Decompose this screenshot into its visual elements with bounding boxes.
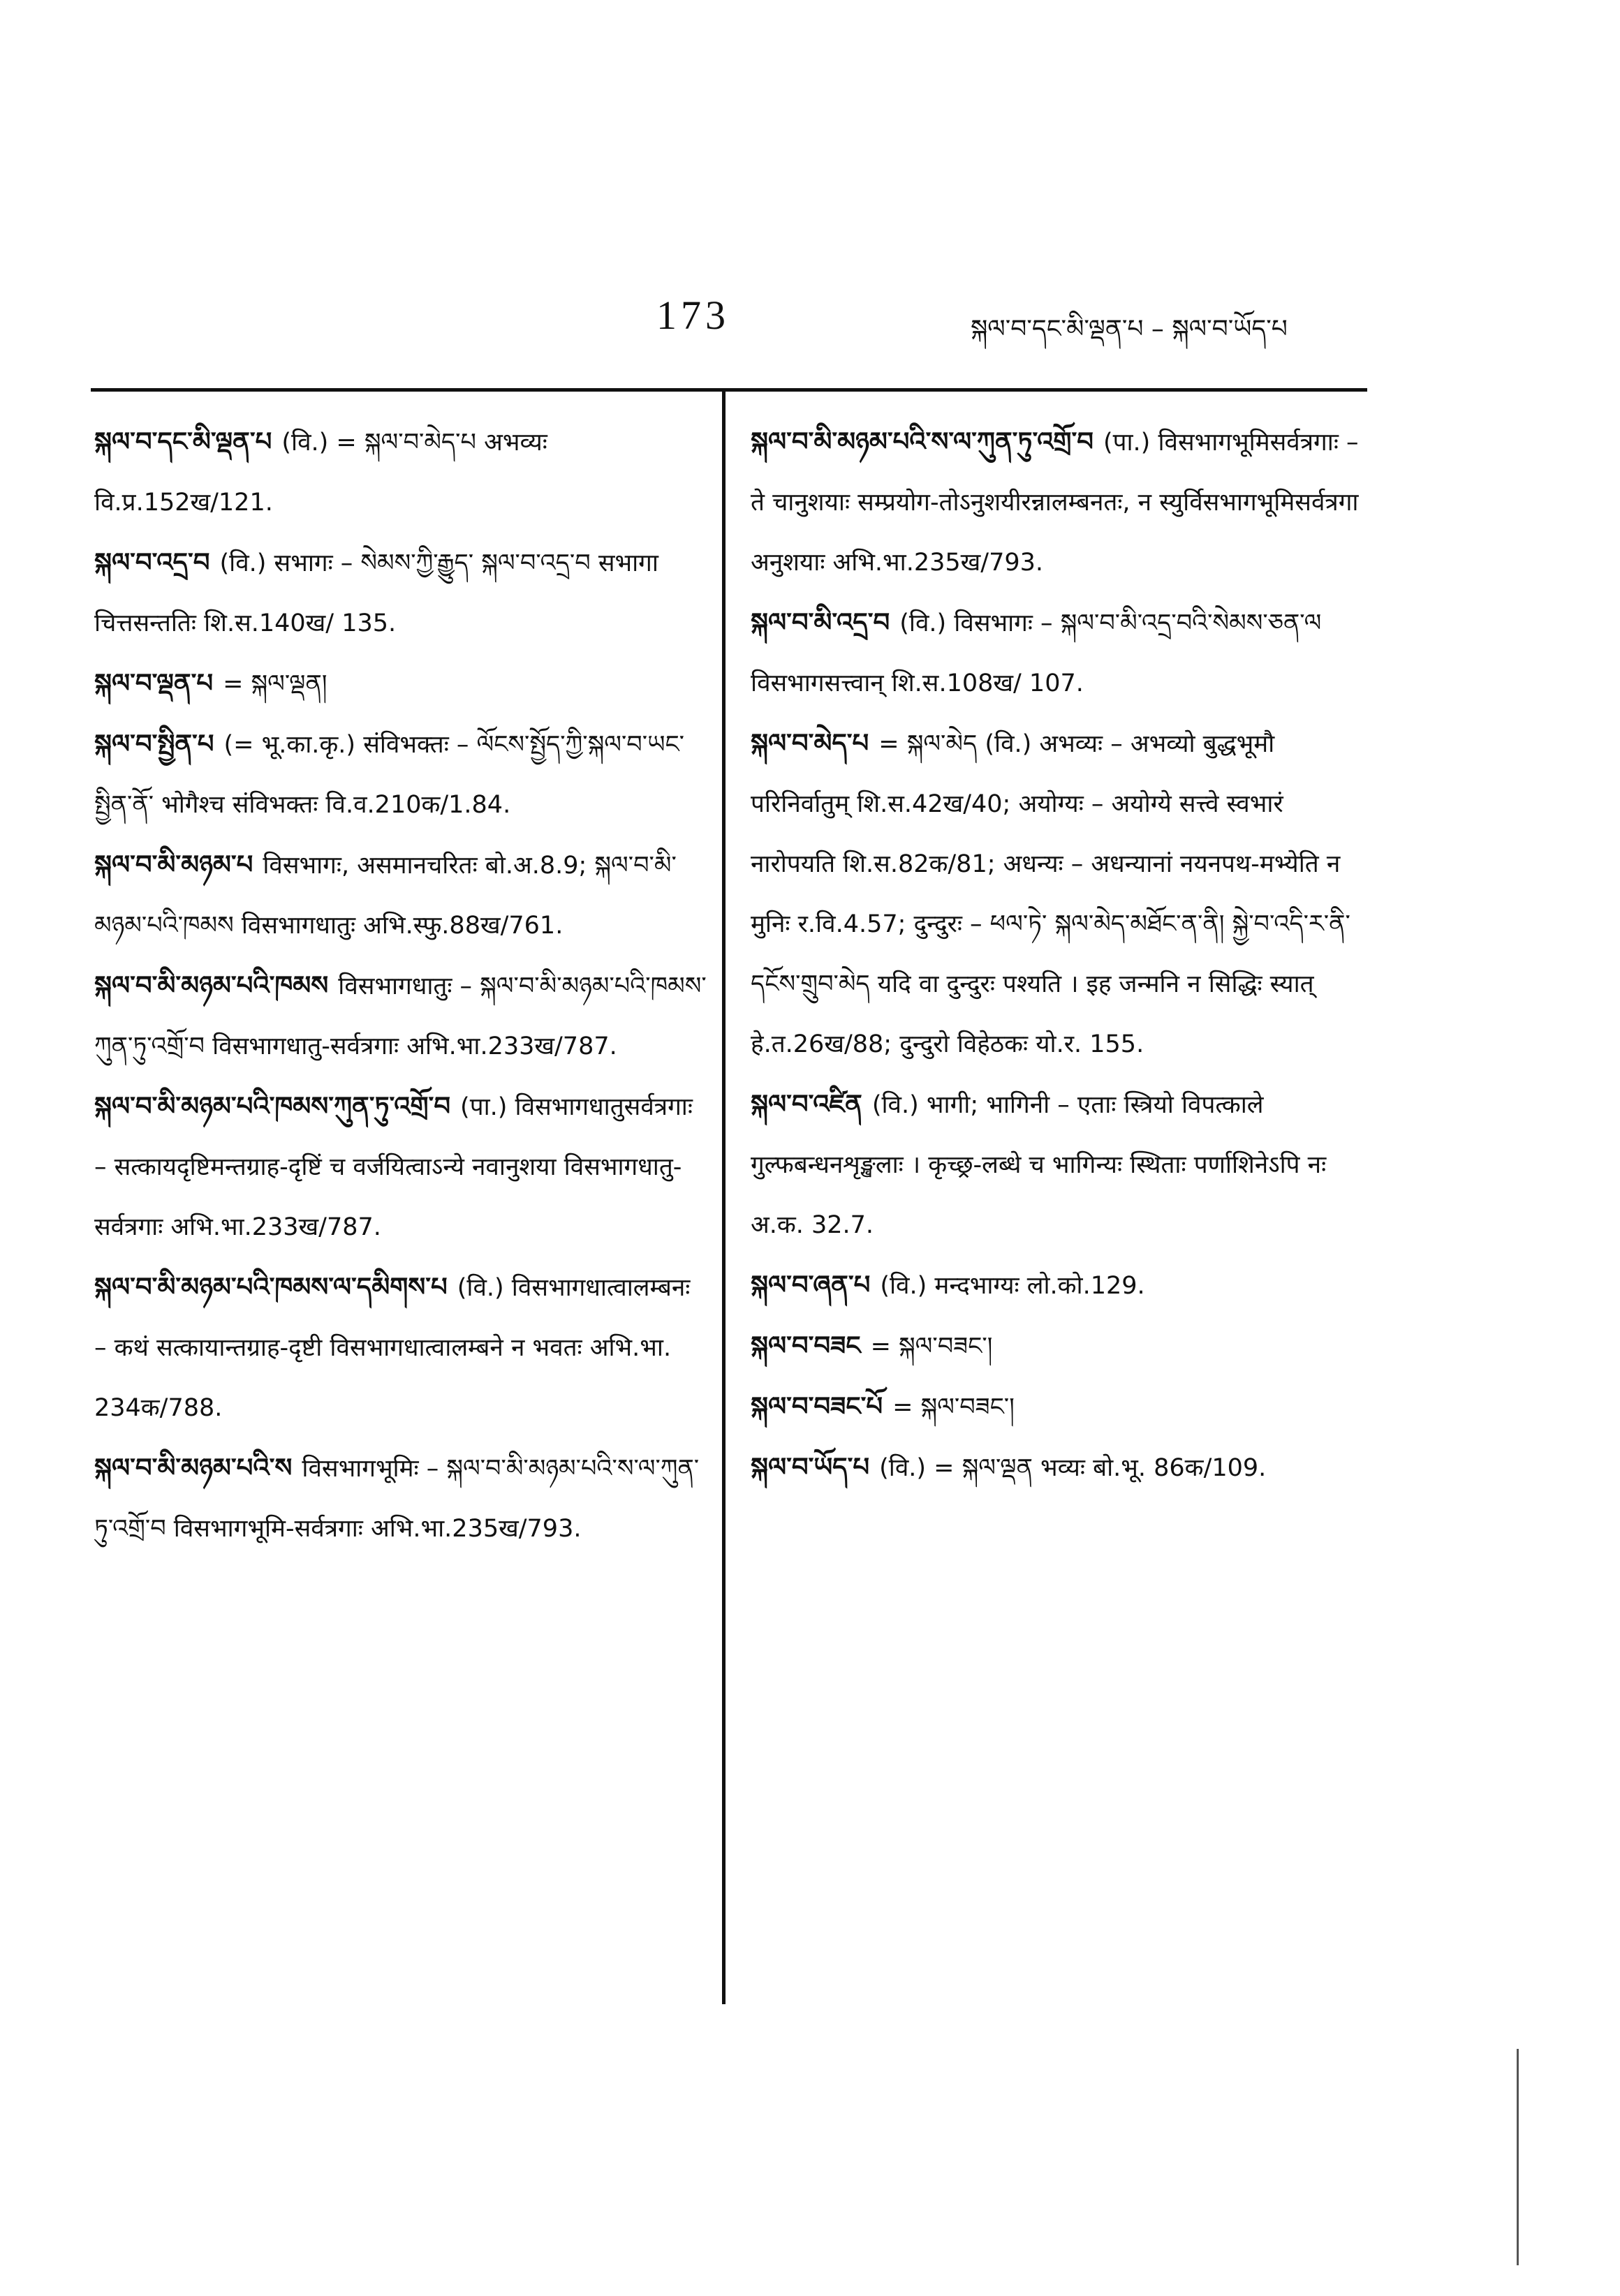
scan-edge-line (1517, 2049, 1519, 2265)
entry-headword: སྐལ་བ་མི་མཉམ་པའི་ཁམས་ཀུན་ཏུ་འགྲོ་བ (94, 1091, 451, 1121)
dictionary-entry (94, 533, 709, 653)
dictionary-entry (94, 1438, 709, 1559)
right-column (751, 412, 1365, 1498)
dictionary-entry (751, 1255, 1365, 1316)
entry-headword: སྐལ་བ་མི་མཉམ་པའི་ཁམས (94, 970, 329, 1000)
entry-headword: སྐལ་བ་མི་འདྲ་བ (751, 607, 890, 637)
entry-body: (वि.) = སྐལ་བ་མེད་པ अभव्यः वि.प्र.152ख/121. (94, 429, 547, 517)
entry-headword: སྐལ་བ་མི་མཉམ་པའི་ས (94, 1453, 293, 1483)
entry-headword: སྐལ་བ་བཟང་པོ (751, 1391, 883, 1421)
dictionary-entry (751, 593, 1365, 713)
entry-body: (वि.) सभागः – སེམས་ཀྱི་རྒྱུད་ སྐལ་བ་འདྲ་བ सभागा चित्तसन्ततिः शि.स.140ख/ 135. (94, 549, 658, 637)
dictionary-entry (751, 1377, 1365, 1437)
dictionary-entry (751, 1437, 1365, 1498)
entry-body: विसभागभूमिः – སྐལ་བ་མི་མཉམ་པའི་ས་ལ་ཀུན་ཏུ་འགྲོ་བ विसभागभूमि-सर्वत्रगाः अभि.भा.235ख/793. (94, 1455, 700, 1543)
entry-body: (वि.) = སྐལ་ལྡན भव्यः बो.भू. 86क/109. (879, 1454, 1267, 1482)
entry-body: (पा.) विसभागधातुसर्वत्रगाः – सत्कायदृष्टिमन्तग्राह-दृष्टिं च वर्जयित्वाऽन्ये नवानुशया विसभागधातु-सर्वत्रगाः अभि.भा.233ख/787. (94, 1093, 693, 1241)
dictionary-entry (94, 653, 709, 714)
page-number: 173 (656, 292, 730, 338)
entry-body: = སྐལ་བཟང་། (870, 1333, 993, 1361)
entry-body: (वि.) विसभागः – སྐལ་བ་མི་འདྲ་བའི་སེམས་ཅན་ལ विसभागसत्त्वान् शि.स.108ख/ 107. (751, 609, 1322, 697)
entry-headword: སྐལ་བ་མི་མཉམ་པའི་ཁམས་ལ་དམིགས་པ (94, 1272, 448, 1302)
entry-body: विसभागधातुः – སྐལ་བ་མི་མཉམ་པའི་ཁམས་ཀུན་ཏུ་འགྲོ་བ विसभागधातु-सर्वत्रगाः अभि.भा.233ख/787. (94, 972, 707, 1060)
dictionary-entry (94, 714, 709, 835)
entry-headword: སྐལ་བ་ཡོད་པ (751, 1452, 870, 1482)
entry-headword: སྐལ་བ་སྤྱིན་པ (94, 729, 214, 759)
entry-body: (पा.) विसभागभूमिसर्वत्रगाः – ते चानुशयाः सम्प्रयोग-तोऽनुशयीरन्नालम्बनतः, न स्युर्विसभागभूमिसर्वत्रगा अनुशयाः अभि.भा.235ख/793. (751, 429, 1359, 577)
dictionary-entry (94, 835, 709, 956)
top-rule (91, 388, 1367, 392)
dictionary-entry (751, 713, 1365, 1074)
dictionary-entry (94, 1076, 709, 1257)
column-divider (722, 388, 726, 2004)
entry-headword: སྐལ་བ་ལྡན་པ (94, 668, 214, 698)
left-column (94, 412, 709, 1559)
entry-headword: སྐལ་བ་ཞན་པ (751, 1270, 871, 1300)
entry-headword: སྐལ་བ་མེད་པ (751, 728, 869, 758)
entry-body: विसभागः, असमानचरितः बो.अ.8.9; སྐལ་བ་མི་མཉམ་པའི་ཁམས विसभागधातुः अभि.स्फु.88ख/761. (94, 852, 677, 940)
entry-headword: སྐལ་བ་བཟང (751, 1331, 861, 1361)
entry-body: = སྐལ་ལྡན། (223, 670, 327, 698)
running-head: སྐལ་བ་དང་མི་ལྡན་པ – སྐལ་བ་ཡོད་པ (971, 315, 1288, 343)
entry-body: = སྐལ་མེད (वि.) अभव्यः – अभव्यो बुद्धभूमौ परिनिर्वातुम् शि.स.42ख/40; अयोग्यः – अयोग्ये सत्त्वे स्वभारं नारोपयति शि.स.82क/81; अधन्यः – अधन्यानां नयनपथ-मभ्येति न मुनिः र.वि.4.57; दुन्दुरः – ཕལ་ཏེ་ སྐལ་མེད་མཐོང་ན་ནི། སྐྱེ་བ་འདི་ར་ནི་དངོས་གྲུབ་མེད यदि वा दुन्दुरः पश्यति । इह जन्मनि न सिद्धिः स्यात् हे.त.26ख/88; दुन्दुरो विहेठकः यो.र. 155. (751, 730, 1350, 1058)
dictionary-entry (751, 1074, 1365, 1255)
entry-headword: སྐལ་བ་འཛིན (751, 1089, 862, 1119)
entry-headword: སྐལ་བ་མི་མཉམ་པ (94, 850, 253, 880)
dictionary-entry (94, 412, 709, 533)
entry-body: (वि.) विसभागधात्वालम्बनः – कथं सत्कायान्तग्राह-दृष्टी विसभागधात्वालम्बने न भवतः अभि.भा. 234क/788. (94, 1274, 691, 1422)
entry-headword: སྐལ་བ་འདྲ་བ (94, 547, 210, 577)
dictionary-entry (751, 412, 1365, 593)
dictionary-entry (94, 1257, 709, 1438)
entry-body: (वि.) भागी; भागिनी – एताः स्त्रियो विपत्काले गुल्फबन्धनशृङ्खलाः । कृच्छ्र-लब्धे च भागिन्यः स्थिताः पर्णाशिनेऽपि नः अ.क. 32.7. (751, 1091, 1327, 1239)
entry-headword: སྐལ་བ་མི་མཉམ་པའི་ས་ལ་ཀུན་ཏུ་འགྲོ་བ (751, 427, 1094, 457)
dictionary-entry (751, 1316, 1365, 1377)
dictionary-entry (94, 956, 709, 1076)
entry-body: = སྐལ་བཟང་། (892, 1393, 1015, 1421)
entry-body: (वि.) मन्दभाग्यः लो.को.129. (880, 1272, 1145, 1300)
entry-body: (= भू.का.कृ.) संविभक्तः – ལོངས་སྤྱོད་ཀྱི་སྐལ་བ་ཡང་སྤྱིན་ནོ་ भोगैश्च संविभक्तः वि.व.210क/1.84. (94, 731, 685, 819)
entry-headword: སྐལ་བ་དང་མི་ལྡན་པ (94, 427, 272, 457)
